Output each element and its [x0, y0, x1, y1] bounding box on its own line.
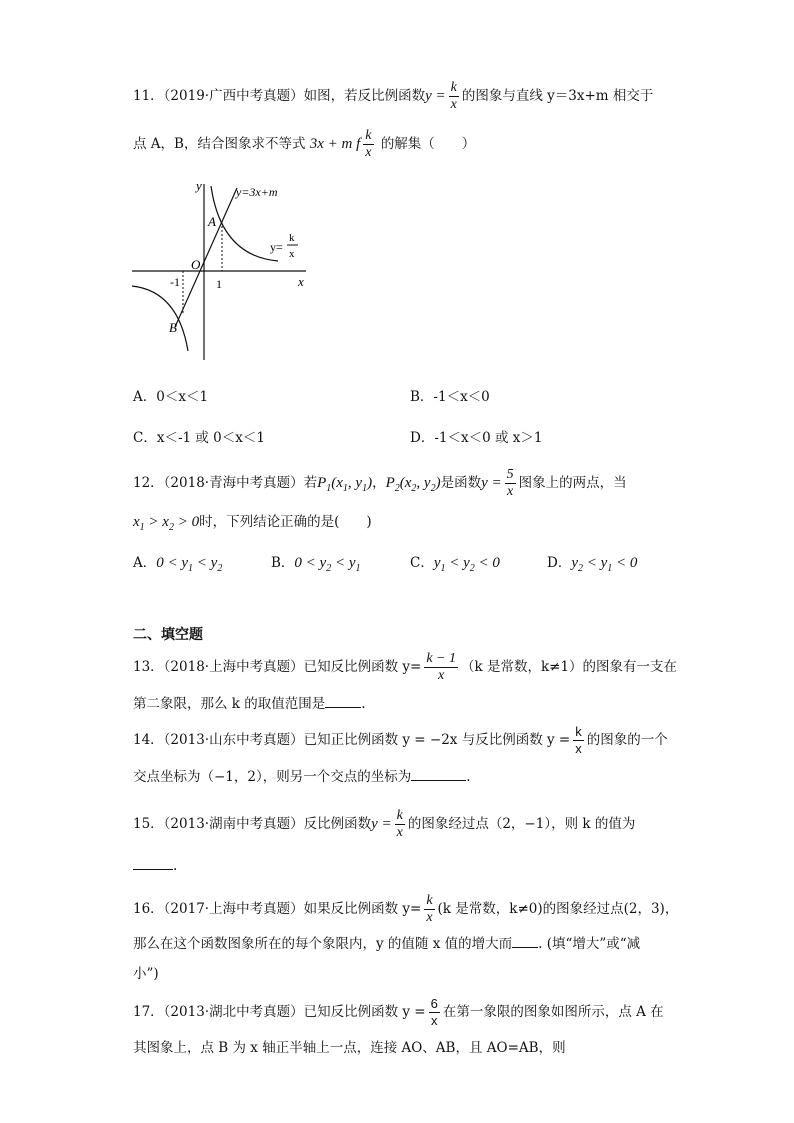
- q11-y-eq: y =: [425, 88, 446, 104]
- q12-option-a: A．$0 < y_1 < y_2$: [133, 555, 223, 574]
- q15-line2: .: [133, 858, 177, 874]
- q11-fraction: $\frac{k}{x}$: [450, 80, 457, 112]
- curve-x-label: x: [289, 248, 295, 260]
- q11-graph: [128, 176, 318, 366]
- q12-option-b: B．$0 < y_2 < y_1$: [271, 555, 361, 574]
- point-B-label: B: [169, 320, 177, 335]
- q11-inequality: 3x + m f: [309, 136, 361, 152]
- origin-label: O: [191, 257, 201, 272]
- q11-fraction-2: $\frac{k}{x}$: [365, 128, 372, 160]
- q17-line1: 17．（2013·湖北中考真题）已知反比例函数 y = $\frac{6}{x}$ 在第一象限的图象如图所示，点 A 在: [133, 996, 664, 1028]
- q13-line2: 第二象限，那么 k 的取值范围是 .: [133, 696, 366, 712]
- q14-line2: 交点坐标为（−1，2），则另一个交点的坐标为 .: [133, 769, 471, 785]
- q15-line1: 15．（2013·湖南中考真题）反比例函数y = $\frac{k}{x}$ 的图象经过点（2，−1），则 k 的值为: [133, 808, 636, 840]
- curve-y-label: y=: [270, 240, 283, 254]
- q11-line1: 11．（2019·广西中考真题）如图，若反比例函数y = $\frac{k}{x}$ 的图象与直线 y＝3x+m 相交于: [133, 80, 654, 112]
- x-axis-label: x: [298, 274, 304, 289]
- q15-answer-blank: [133, 869, 173, 870]
- y-axis-label: y: [196, 178, 202, 193]
- q16-answer-blank: [512, 947, 538, 948]
- q13-line1: 13．（2018·上海中考真题）已知反比例函数 y= $\frac{k - 1}{x}$ （k 是常数，k≠1）的图象有一支在: [133, 651, 678, 683]
- hyperbola-branch-2: [132, 286, 188, 351]
- q12-fraction: $\frac{5}{x}$: [506, 467, 514, 499]
- q13-answer-blank: [325, 707, 361, 708]
- tick-1-label: 1: [216, 277, 222, 291]
- q11-option-c: C．x＜-1 或 0＜x＜1: [133, 430, 265, 446]
- line-equation-label: y=3x+m: [236, 185, 278, 199]
- q16-line2: 那么在这个函数图象所在的每个象限内，y 的值随 x 值的增大而 . (填“增大”或“减: [133, 936, 641, 952]
- q13-fraction: $\frac{k - 1}{x}$: [426, 651, 456, 683]
- q11-option-a: A．0＜x＜1: [133, 389, 209, 405]
- q17-line2: 其图象上，点 B 为 x 轴正半轴上一点，连接 AO、AB，且 AO=AB，则: [133, 1040, 566, 1056]
- q11-option-d: D．-1＜x＜0 或 x＞1: [410, 430, 543, 446]
- section-title-fill-in: 二、填空题: [133, 627, 203, 643]
- q14-fraction: $\frac{k}{x}$: [575, 724, 582, 756]
- q12-line2: $x_1 > x_2 > 0$时，下列结论正确的是( ): [133, 514, 372, 533]
- q12-line1: 12．（2018·青海中考真题）若$P_1(x_1$, $y_1$)，$P_2(x_2$, $y_2$)是函数y = $\frac{5}{x}$ 图象上的两点，当: [133, 467, 627, 499]
- q16-line3: 小”): [133, 966, 159, 982]
- q11-line2: 点 A，B，结合图象求不等式 3x + m f $\frac{k}{x}$ 的解集（ ）: [133, 128, 476, 160]
- q12-option-c: C．$y_1 < y_2 < 0$: [410, 555, 500, 574]
- curve-k-label: k: [289, 232, 295, 244]
- q14-line1: 14．（2013·山东中考真题）已知正比例函数 y = −2x 与反比例函数 y = $\frac{k}{x}$ 的图象的一个: [133, 724, 668, 756]
- tick-neg1-label: -1: [170, 275, 180, 289]
- line-graph: [175, 188, 237, 327]
- q14-answer-blank: [411, 780, 466, 781]
- q16-line1: 16．（2017·上海中考真题）如果反比例函数 y= $\frac{k}{x}$ (k 是常数，k≠0)的图象经过点(2，3)，: [133, 893, 679, 925]
- point-A-label: A: [208, 214, 216, 229]
- q16-fraction: $\frac{k}{x}$: [426, 893, 433, 925]
- q12-option-d: D．$y_2 < y_1 < 0$: [547, 555, 638, 574]
- q17-fraction: $\frac{6}{x}$: [430, 996, 438, 1028]
- q15-fraction: $\frac{k}{x}$: [396, 808, 403, 840]
- q11-option-b: B．-1＜x＜0: [410, 389, 490, 405]
